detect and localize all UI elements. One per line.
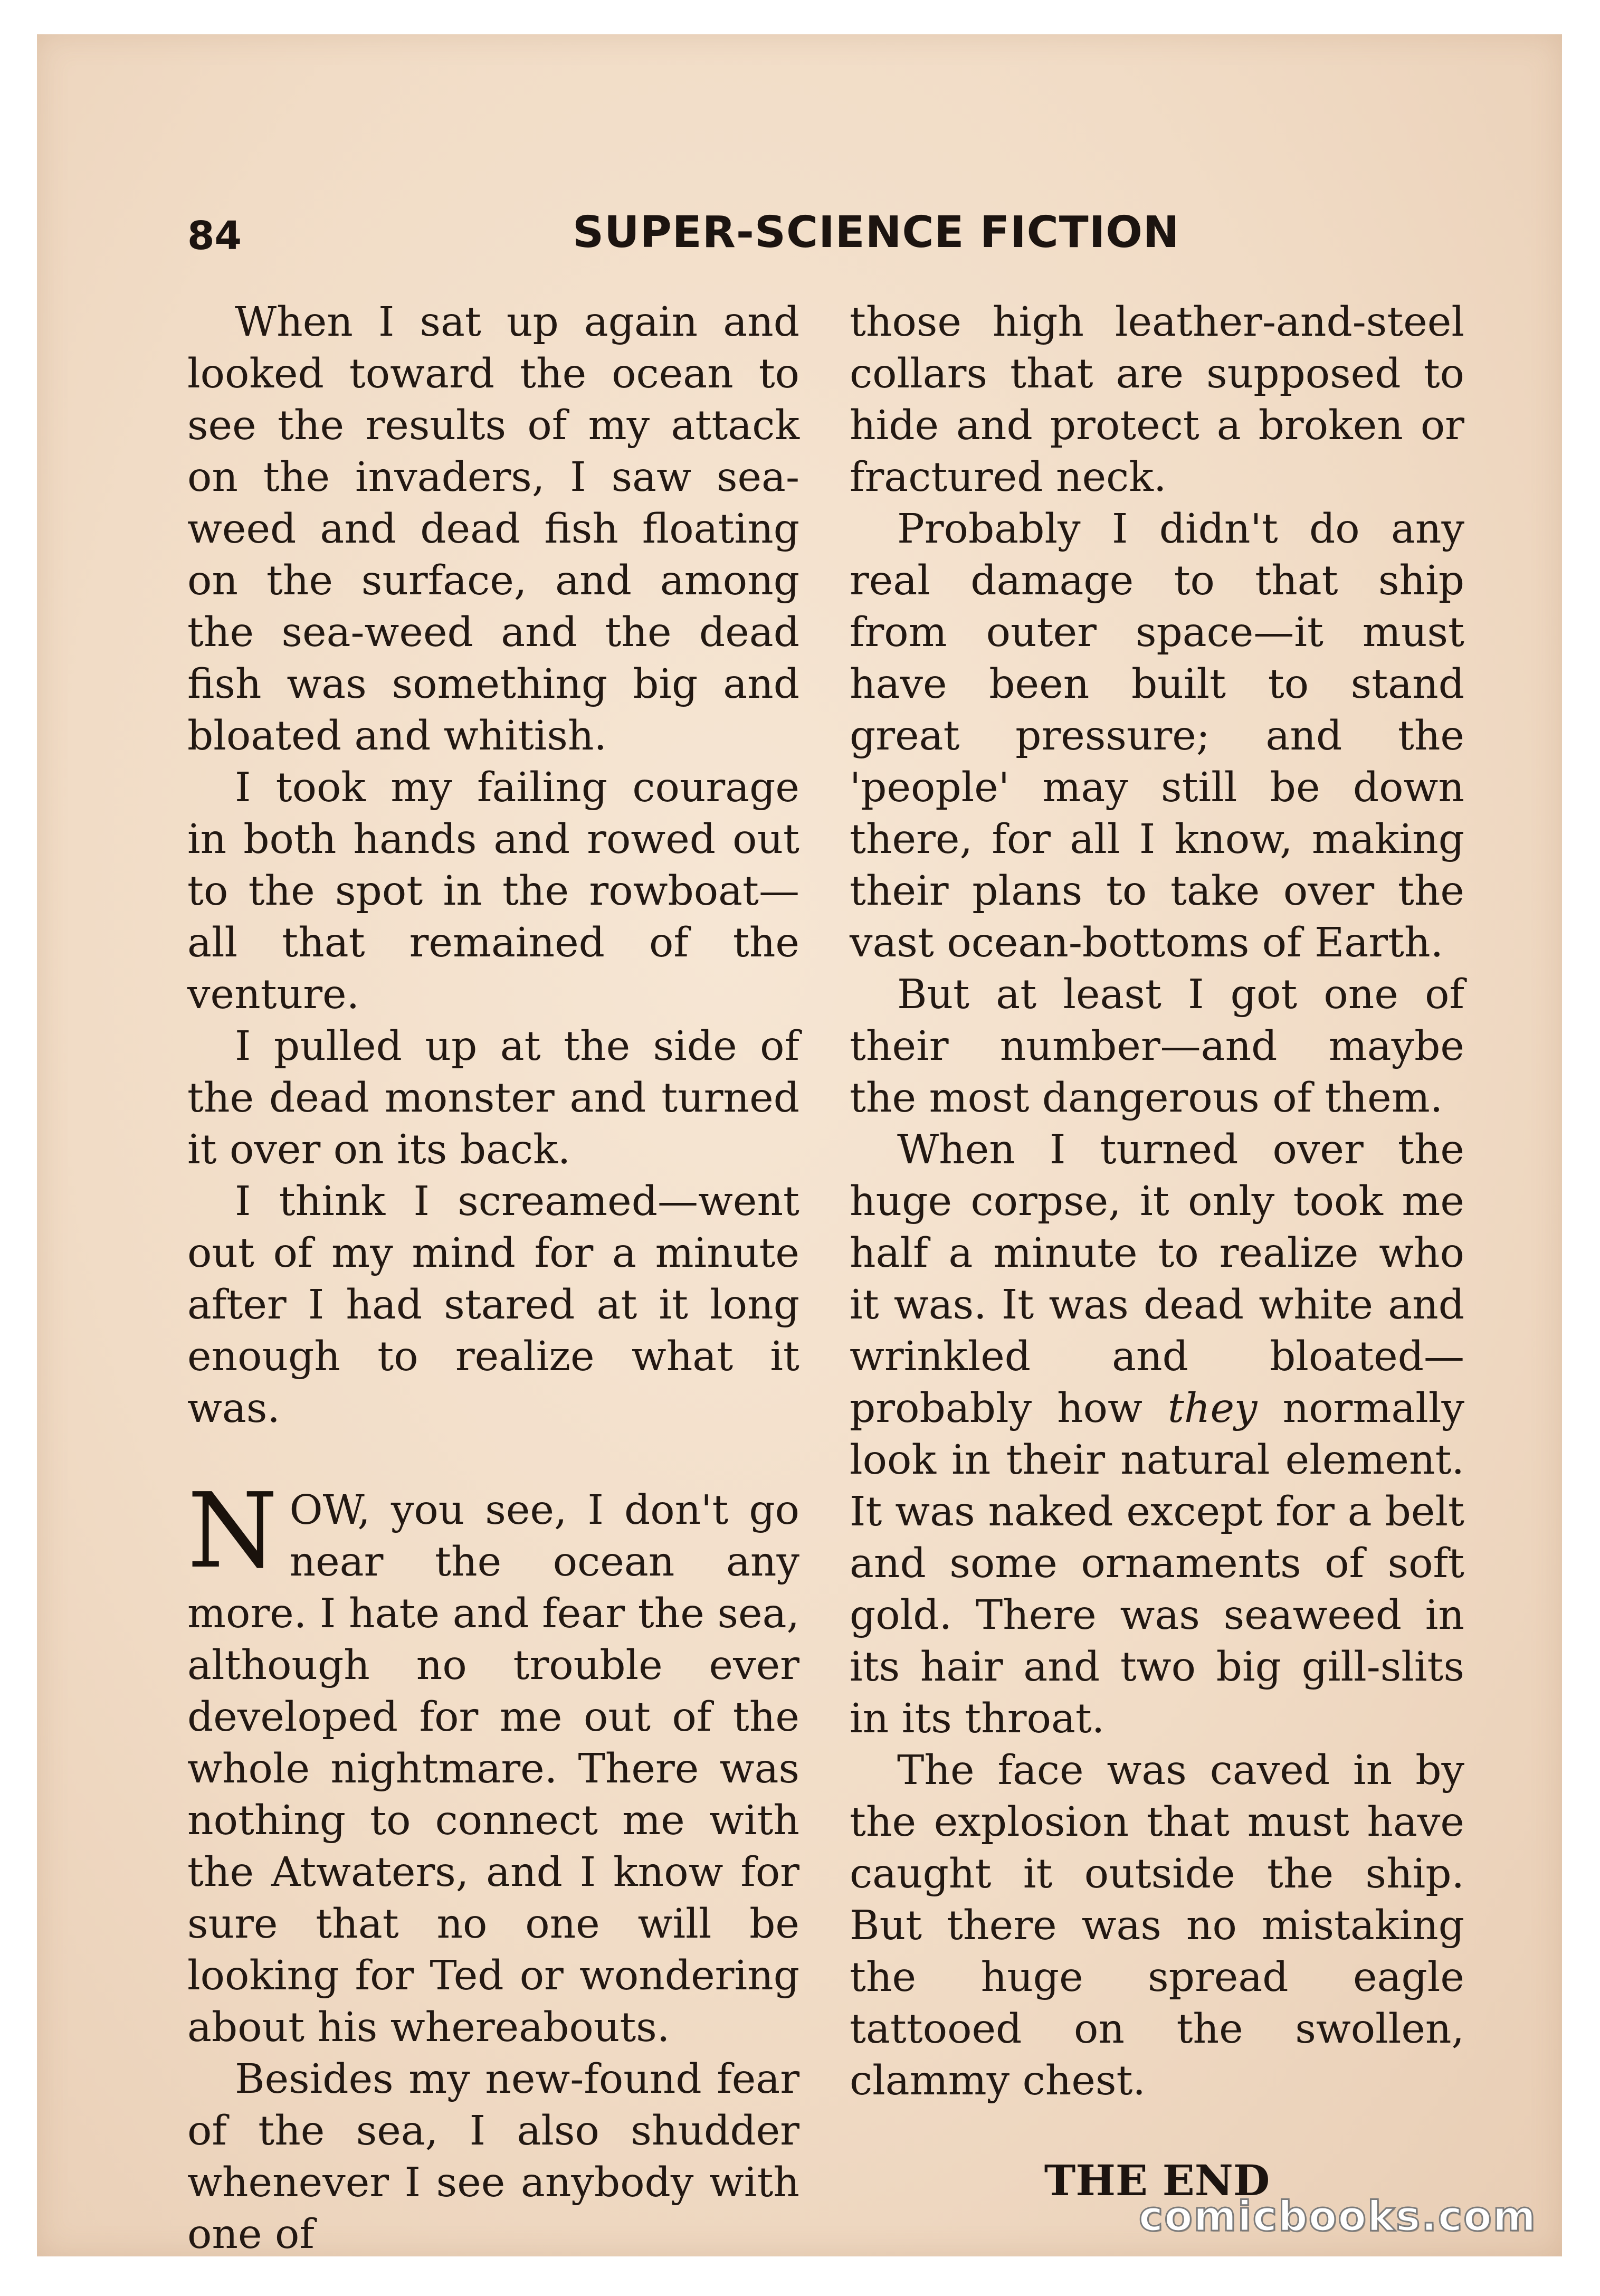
section-paragraph <box>187 1471 799 2054</box>
paragraph-text: normally look in their natural element. It was naked except for a belt and some ornaments of soft gold. There was seaweed in its hair and two big gill-slits in its throat. <box>850 1385 1465 1742</box>
paragraph: those high leather-and-steel collars that are supposed to hide and protect a broken or fractured neck. <box>850 299 1464 501</box>
page-number: 84 <box>187 213 242 259</box>
paragraph-text: OW, you see, I don't go near the ocean any more. I hate and fear the sea, although no trouble ever developed for me out of the whole nightmare. There was nothing to connect me with the Atwaters, and I know for sure that no one will be looking for Ted or wondering about his whereabouts. <box>187 1487 799 2051</box>
paragraph: I think I screamed—went out of my mind for a minute after I had stared at it long enough to realize what it was. <box>187 1178 799 1432</box>
paragraph: Probably I didn't do any real damage to that ship from outer space—it must have been built to stand great pressure; and the 'people' may still be down there, for all I know, making their plans to take over the vast ocean-bottoms of Earth. <box>850 506 1464 966</box>
paragraph <box>850 1124 1464 1745</box>
paragraph: Besides my new-found fear of the sea, I also shudder whenever I see anybody with one of <box>187 2056 799 2258</box>
paragraph: The face was caved in by the explosion that must have caught it outside the ship. But there was no mistaking the huge spread eagle tattooed on the swollen, clammy chest. <box>850 1747 1464 2104</box>
drop-cap: N <box>187 1471 278 1591</box>
watermark: comicbooks.com <box>1138 2193 1537 2241</box>
paragraph: I took my failing courage in both hands and rowed out to the spot in the rowboat—all that remained of the venture. <box>187 764 799 1018</box>
running-head: SUPER-SCIENCE FICTION <box>573 207 1180 258</box>
right-column <box>850 297 1464 2206</box>
page-header <box>187 207 1459 269</box>
paragraph: But at least I got one of their number—and maybe the most dangerous of them. <box>850 971 1464 1122</box>
italic-word: they <box>1167 1385 1258 1432</box>
paragraph: When I sat up again and looked toward the ocean to see the results of my attack on the invaders, I saw sea-weed and dead fish floating on the surface, and among the sea-weed and the dead fish was something big and bloated and whitish. <box>187 299 799 760</box>
paragraph-text: When I turned over the huge corpse, it only took me half a minute to realize who it was. It was dead white and wrinkled and bloated—probably how <box>850 1126 1464 1432</box>
left-column <box>187 297 799 2261</box>
the-end: THE END <box>1044 2156 1270 2205</box>
paragraph: I pulled up at the side of the dead monster and turned it over on its back. <box>187 1023 799 1173</box>
